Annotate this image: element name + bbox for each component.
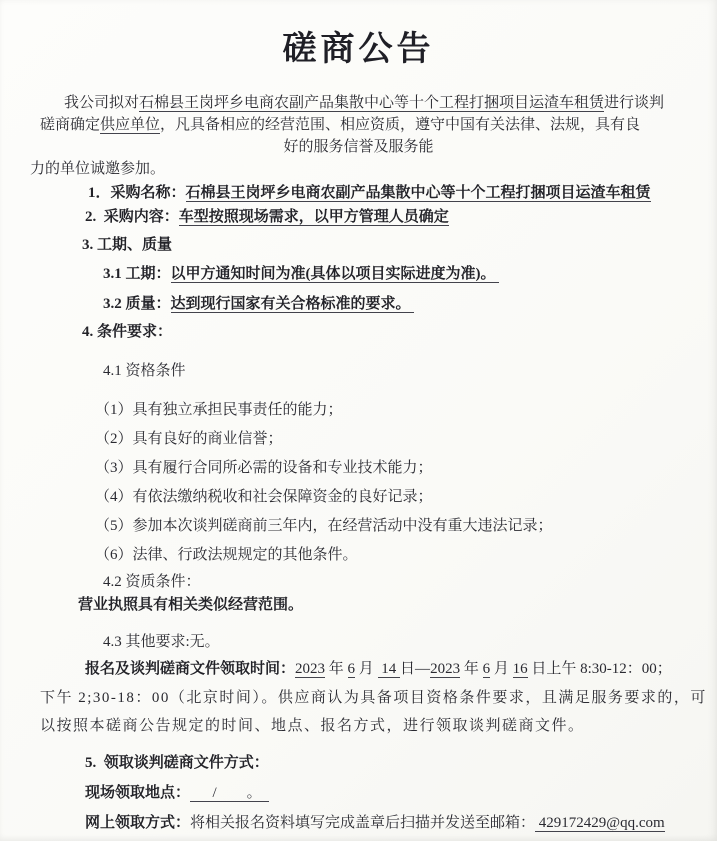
item-3-2-quality (103, 293, 717, 315)
text-segment: 4.1 资格条件 (103, 363, 186, 379)
document-title: 磋商公告 (282, 31, 435, 68)
text-segment: 日— (400, 661, 431, 677)
text-segment: 日上午 8:30-12：00； (527, 661, 672, 677)
text-segment: （6）法律、行政法规规定的其他条件。 (95, 547, 358, 563)
online-pickup-line (85, 812, 717, 834)
intro-line-3 (0, 136, 717, 158)
text-segment: 将相关报名资料填写完成盖章后扫描并发送至邮箱： (190, 815, 536, 831)
signup-time-line-2 (40, 687, 717, 709)
text-segment: （3）具有履行合同所必需的设备和专业技术能力； (95, 460, 433, 476)
text-segment: 月 (490, 661, 513, 677)
schedule-value: 以甲方通知时间为准(具体以项目实际进度为准)。 (170, 266, 500, 282)
signup-time-line-1 (85, 658, 717, 680)
qualification-5 (95, 515, 717, 537)
qualification-2 (95, 428, 717, 450)
item-1-procurement-name (88, 182, 717, 204)
text-segment: 好的服务信誉及服务能 (283, 139, 434, 155)
intro-line-2 (40, 114, 717, 136)
text-segment: 报名及谈判磋商文件领取时间： (85, 661, 296, 677)
text-segment: （2）具有良好的商业信誉； (95, 431, 283, 447)
text-segment: 3. 工期、质量 (82, 237, 173, 253)
text-segment: 3.1 工期： (103, 266, 171, 282)
qualification-4 (95, 486, 717, 508)
document-body (0, 92, 717, 834)
onsite-location-blank: / 。 (190, 785, 270, 801)
item-4-3-other (103, 631, 717, 653)
qualification-1 (95, 399, 717, 421)
text-segment: 4.3 其他要求:无。 (103, 634, 220, 650)
intro-line-4 (30, 158, 717, 180)
text-segment: （4）有依法缴纳税收和社会保障资金的良好记录； (95, 489, 433, 505)
text-segment: 年 (325, 661, 348, 677)
text-segment: 1．采购名称： (88, 185, 186, 201)
text-segment: 4. 条件要求： (82, 324, 173, 340)
text-segment: 磋商确定 (40, 117, 101, 133)
text-segment: （1）具有独立承担民事责任的能力； (95, 402, 343, 418)
item-3-1-schedule (103, 263, 717, 285)
procurement-name-value: 石棉县王岗坪乡电商农副产品集散中心等十个工程打捆项目运渣车租赁 (185, 185, 651, 201)
intro-line-1 (64, 92, 717, 114)
qualification-3 (95, 457, 717, 479)
end-year: 2023 (430, 661, 461, 677)
text-segment: 月 (355, 661, 378, 677)
text-segment: （5）参加本次谈判磋商前三年内，在经营活动中没有重大违法记录； (95, 518, 553, 534)
text-segment: 5. 领取谈判磋商文件方式： (85, 755, 269, 771)
start-year: 2023 (295, 661, 326, 677)
text-segment: 4.2 资质条件： (103, 574, 201, 590)
text-segment: 下午 2;30-18：00（北京时间）。供应商认为具备项目资格条件要求，且满足服务要求的，可 (40, 690, 707, 706)
text-segment: 营业执照具有相关类似经营范围。 (78, 597, 304, 613)
text-segment: 2. 采购内容： (85, 209, 179, 225)
quality-value: 达到现行国家有关合格标准的要求。 (170, 296, 415, 312)
text-segment: 年 (460, 661, 483, 677)
text-segment: ，凡具备相应的经营范围、相应资质，遵守中国有关法律、法规，具有良 (160, 117, 641, 133)
start-month: 6 (347, 661, 356, 677)
email-address: 429172429@qq.com (535, 815, 665, 831)
item-3-heading (82, 234, 717, 256)
start-day: 14 (377, 661, 401, 677)
signup-time-line-3 (40, 715, 717, 737)
text-segment: 力的单位诚邀参加。 (30, 161, 166, 177)
project-name: 石棉县王岗坪乡电商农副产品集散中心等十个工程打捆项目运渣车租赁 (139, 95, 605, 111)
text-segment: 我公司拟对 (64, 95, 140, 111)
text-segment: 现场领取地点： (85, 785, 191, 801)
supplier-term: 供应单位 (100, 117, 161, 133)
text-segment: 以按照本磋商公告规定的时间、地点、报名方式，进行领取谈判磋商文件。 (40, 718, 585, 734)
procurement-content-value: 车型按照现场需求，以甲方管理人员确定 (178, 209, 449, 225)
onsite-pickup-line (85, 782, 717, 804)
item-4-2-content (78, 594, 717, 616)
item-2-procurement-content (85, 206, 717, 228)
text-segment: 网上领取方式： (85, 815, 191, 831)
item-4-1-heading (103, 360, 717, 382)
text-segment: 3.2 质量： (103, 296, 171, 312)
item-5-heading (85, 752, 717, 774)
qualification-6 (95, 544, 717, 566)
end-day: 16 (512, 661, 528, 677)
item-4-2-heading (103, 571, 717, 593)
text-segment: 进行谈判 (604, 95, 665, 111)
item-4-heading (82, 321, 717, 343)
end-month: 6 (482, 661, 491, 677)
